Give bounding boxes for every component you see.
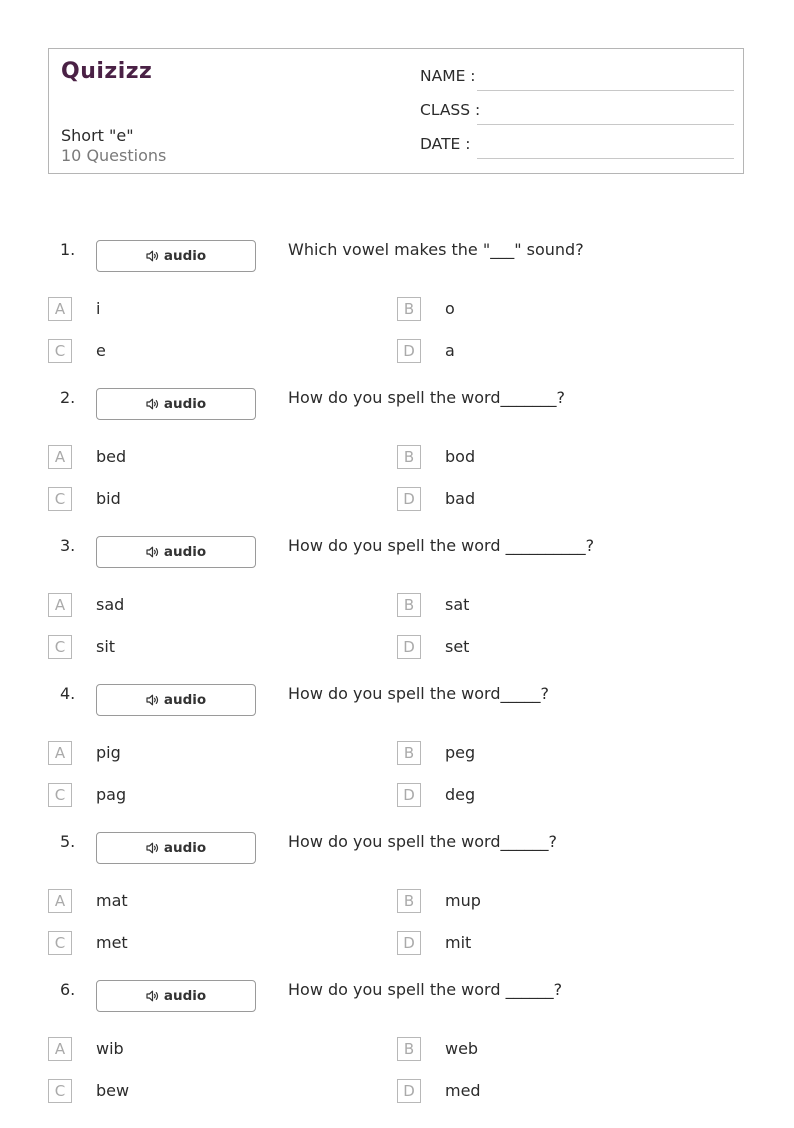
option-text: mat: [96, 891, 128, 910]
speaker-icon: [146, 546, 159, 558]
option-text: bad: [445, 489, 476, 508]
quizizz-logo: Quizizz: [61, 59, 153, 84]
date-line[interactable]: [477, 158, 734, 159]
option-letter-box[interactable]: A: [48, 1037, 72, 1061]
option-letter-box[interactable]: C: [48, 339, 72, 363]
option-letter-box[interactable]: B: [397, 889, 421, 913]
audio-button[interactable]: [96, 536, 256, 568]
audio-button[interactable]: [96, 832, 256, 864]
question-text: How do you spell the word ______?: [288, 980, 563, 999]
option-text: mit: [445, 933, 472, 952]
date-field[interactable]: [420, 135, 734, 159]
option-text: web: [445, 1039, 479, 1058]
option-letter-box[interactable]: A: [48, 889, 72, 913]
speaker-icon: [146, 990, 159, 1002]
audio-button[interactable]: [96, 240, 256, 272]
question-count: 10 Questions: [61, 146, 167, 165]
option-text: set: [445, 637, 470, 656]
option-letter-box[interactable]: A: [48, 741, 72, 765]
audio-label: audio: [163, 544, 207, 560]
question-3: [0, 536, 794, 684]
option-letter-box[interactable]: A: [48, 593, 72, 617]
audio-label: audio: [163, 988, 207, 1004]
question-number: 2.: [60, 388, 76, 407]
option-letter-box[interactable]: A: [48, 445, 72, 469]
audio-button[interactable]: [96, 388, 256, 420]
audio-button[interactable]: [96, 980, 256, 1012]
name-line[interactable]: [477, 90, 734, 91]
option-letter-box[interactable]: C: [48, 783, 72, 807]
option-letter-box[interactable]: D: [397, 635, 421, 659]
option-letter-box[interactable]: D: [397, 783, 421, 807]
option-text: o: [445, 299, 455, 318]
name-label: NAME :: [420, 67, 476, 85]
option-letter-box[interactable]: D: [397, 931, 421, 955]
audio-label: audio: [163, 396, 207, 412]
option-letter-box[interactable]: B: [397, 1037, 421, 1061]
option-text: bid: [96, 489, 121, 508]
option-text: peg: [445, 743, 476, 762]
option-text: mup: [445, 891, 481, 910]
speaker-icon: [146, 694, 159, 706]
option-letter-box[interactable]: D: [397, 487, 421, 511]
option-text: i: [96, 299, 101, 318]
option-text: sit: [96, 637, 116, 656]
question-4: [0, 684, 794, 832]
option-text: wib: [96, 1039, 124, 1058]
speaker-icon: [146, 250, 159, 262]
question-number: 4.: [60, 684, 76, 703]
worksheet-title: Short "e": [61, 126, 134, 145]
question-2: [0, 388, 794, 536]
option-text: a: [445, 341, 455, 360]
question-number: 5.: [60, 832, 76, 851]
option-text: bed: [96, 447, 127, 466]
option-text: e: [96, 341, 106, 360]
question-1: [0, 240, 794, 388]
option-letter-box[interactable]: C: [48, 635, 72, 659]
audio-button[interactable]: [96, 684, 256, 716]
option-text: sad: [96, 595, 125, 614]
option-text: met: [96, 933, 128, 952]
option-letter-box[interactable]: C: [48, 1079, 72, 1103]
speaker-icon: [146, 398, 159, 410]
option-letter-box[interactable]: C: [48, 931, 72, 955]
option-letter-box[interactable]: A: [48, 297, 72, 321]
question-5: [0, 832, 794, 980]
question-text: How do you spell the word __________?: [288, 536, 595, 555]
question-number: 1.: [60, 240, 76, 259]
audio-label: audio: [163, 692, 207, 708]
option-letter-box[interactable]: C: [48, 487, 72, 511]
option-letter-box[interactable]: D: [397, 1079, 421, 1103]
speaker-icon: [146, 842, 159, 854]
name-field[interactable]: [420, 67, 734, 91]
option-text: bew: [96, 1081, 130, 1100]
class-field[interactable]: [420, 101, 734, 125]
question-text: How do you spell the word_____?: [288, 684, 549, 703]
question-6: [0, 980, 794, 1128]
option-text: sat: [445, 595, 470, 614]
class-label: CLASS :: [420, 101, 481, 119]
date-label: DATE :: [420, 135, 471, 153]
option-letter-box[interactable]: B: [397, 593, 421, 617]
audio-label: audio: [163, 840, 207, 856]
class-line[interactable]: [477, 124, 734, 125]
audio-label: audio: [163, 248, 207, 264]
option-letter-box[interactable]: B: [397, 297, 421, 321]
question-text: Which vowel makes the "___" sound?: [288, 240, 584, 259]
question-number: 3.: [60, 536, 76, 555]
option-letter-box[interactable]: D: [397, 339, 421, 363]
question-text: How do you spell the word_______?: [288, 388, 565, 407]
option-text: med: [445, 1081, 481, 1100]
option-letter-box[interactable]: B: [397, 741, 421, 765]
option-text: pig: [96, 743, 121, 762]
worksheet-header: [48, 48, 744, 174]
option-text: pag: [96, 785, 127, 804]
option-letter-box[interactable]: B: [397, 445, 421, 469]
option-text: deg: [445, 785, 476, 804]
question-text: How do you spell the word______?: [288, 832, 557, 851]
option-text: bod: [445, 447, 476, 466]
question-number: 6.: [60, 980, 76, 999]
